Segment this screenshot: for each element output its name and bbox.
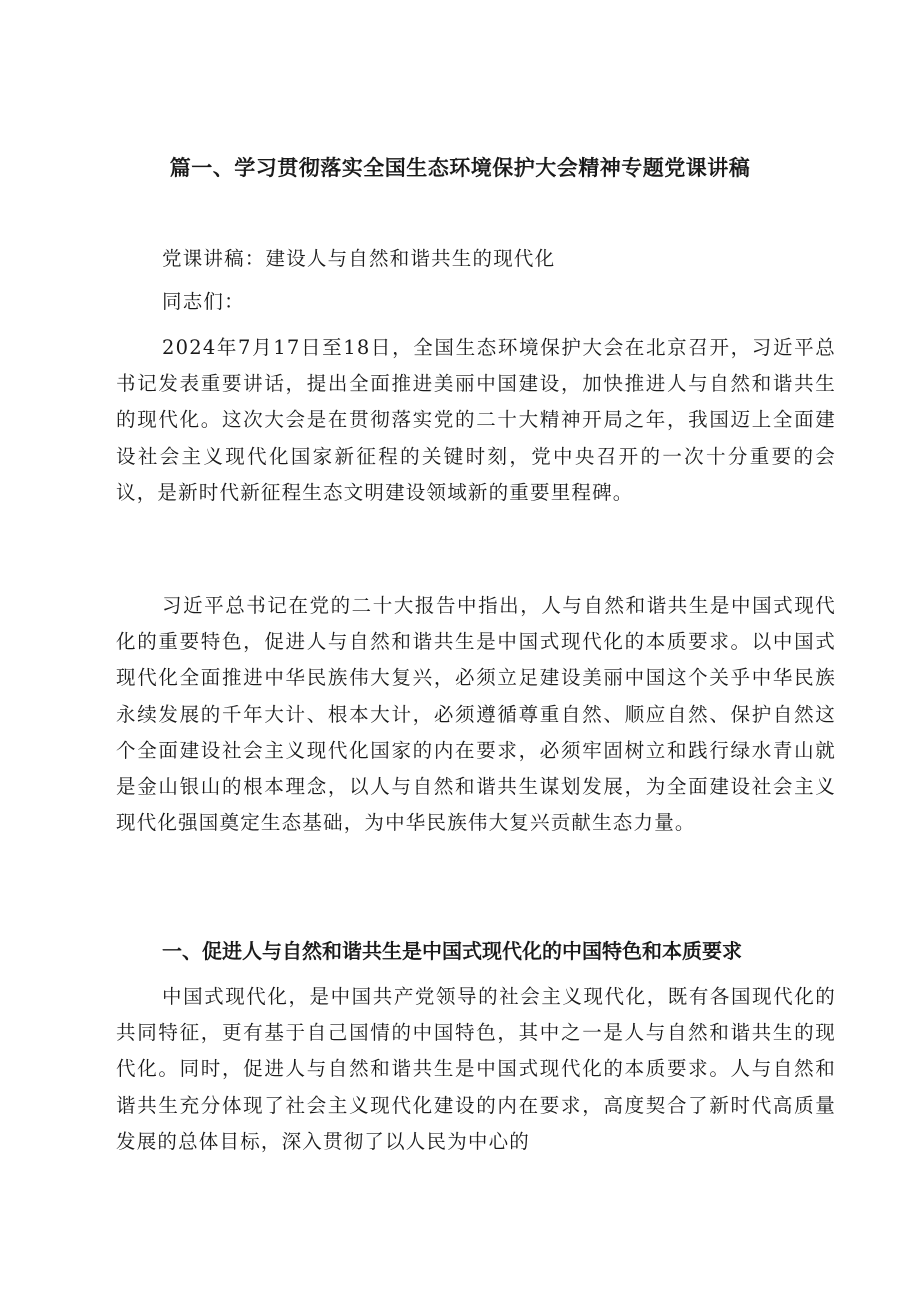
- section-heading: 一、促进人与自然和谐共生是中国式现代化的中国特色和本质要求: [162, 939, 742, 963]
- subtitle: 党课讲稿：建设人与自然和谐共生的现代化: [162, 247, 556, 270]
- document-title: 篇一、学习贯彻落实全国生态环境保护大会精神专题党课讲稿: [169, 156, 751, 180]
- paragraph-1: 2024年7月17日至18日，全国生态环境保护大会在北京召开，习近平总书记发表重要讲话，提出全面推进美丽中国建设，加快推进人与自然和谐共生的现代化。这次大会是在贯彻落实党的二十大精神开局之年，我国迈上全面建设社会主义现代化国家新征程的关键时刻，党中央召开的一次十分重要的会议，是新时代新征程生态文明建设领域新的重要里程碑。: [116, 336, 836, 504]
- paragraph-2: 习近平总书记在党的二十大报告中指出，人与自然和谐共生是中国式现代化的重要特色，促进人与自然和谐共生是中国式现代化的本质要求。以中国式现代化全面推进中华民族伟大复兴，必须立足建设美丽中国这个关乎中华民族永续发展的千年大计、根本大计，必须遵循尊重自然、顺应自然、保护自然这个全面建设社会主义现代化国家的内在要求，必须牢固树立和践行绿水青山就是金山银山的根本理念，以人与自然和谐共生谋划发展，为全面建设社会主义现代化强国奠定生态基础，为中华民族伟大复兴贡献生态力量。: [116, 594, 836, 835]
- salutation: 同志们：: [162, 290, 245, 313]
- section-paragraph: 中国式现代化，是中国共产党领导的社会主义现代化，既有各国现代化的共同特征，更有基于自己国情的中国特色，其中之一是人与自然和谐共生的现代化。同时，促进人与自然和谐共生是中国式现代化的本质要求。人与自然和谐共生充分体现了社会主义现代化建设的内在要求，高度契合了新时代高质量发展的总体目标，深入贯彻了以人民为中心的: [116, 985, 836, 1153]
